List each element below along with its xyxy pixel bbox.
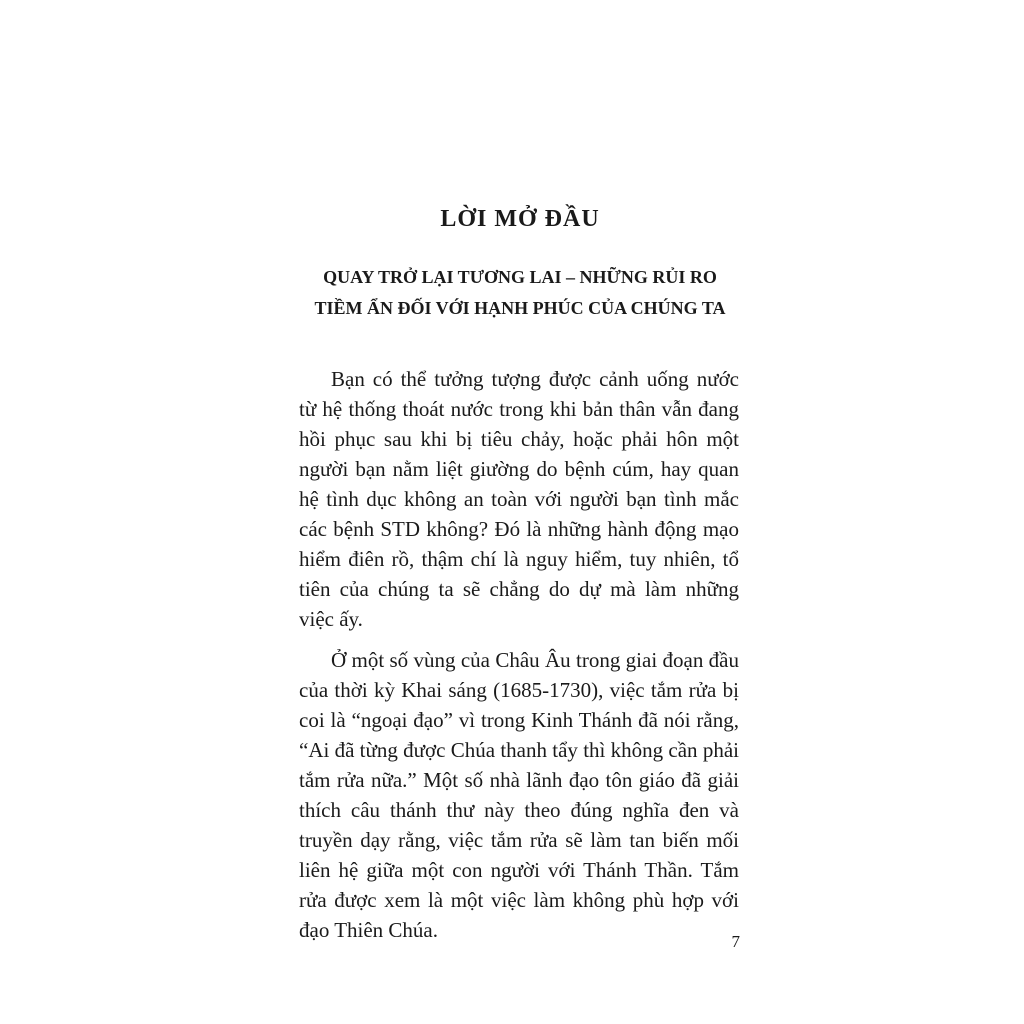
paragraph-2: Ở một số vùng của Châu Âu trong giai đoạn đầu của thời kỳ Khai sáng (1685-1730), việc tắm rửa bị coi là “ngoại đạo” vì trong Kinh Thánh đã nói rằng, “Ai đã từng được Chúa thanh tẩy thì không cần phải tắm rửa nữa.” Một số nhà lãnh đạo tôn giáo đã giải thích câu thánh thư này theo đúng nghĩa đen và truyền dạy rằng, việc tắm rửa sẽ làm tan biến mối liên hệ giữa một con người với Thánh Thần. Tắm rửa được xem là một việc làm không phù hợp với đạo Thiên Chúa. [299, 648, 739, 942]
chapter-subtitle [290, 262, 750, 324]
paragraph-1: Bạn có thể tưởng tượng được cảnh uống nước từ hệ thống thoát nước trong khi bản thân vẫn đang hồi phục sau khi bị tiêu chảy, hoặc phải hôn một người bạn nằm liệt giường do bệnh cúm, hay quan hệ tình dục không an toàn với người bạn tình mắc các bệnh STD không? Đó là những hành động mạo hiểm điên rồ, thậm chí là nguy hiểm, tuy nhiên, tổ tiên của chúng ta sẽ chẳng do dự mà làm những việc ấy. [299, 367, 739, 631]
chapter-title: LỜI MỞ ĐẦU [440, 206, 600, 232]
subtitle-line-2: TIỀM ẨN ĐỐI VỚI HẠNH PHÚC CỦA CHÚNG TA [314, 298, 726, 318]
subtitle-line-1: QUAY TRỞ LẠI TƯƠNG LAI – NHỮNG RỦI RO [323, 267, 717, 287]
page-number: 7 [731, 932, 740, 951]
body-text [299, 364, 739, 945]
